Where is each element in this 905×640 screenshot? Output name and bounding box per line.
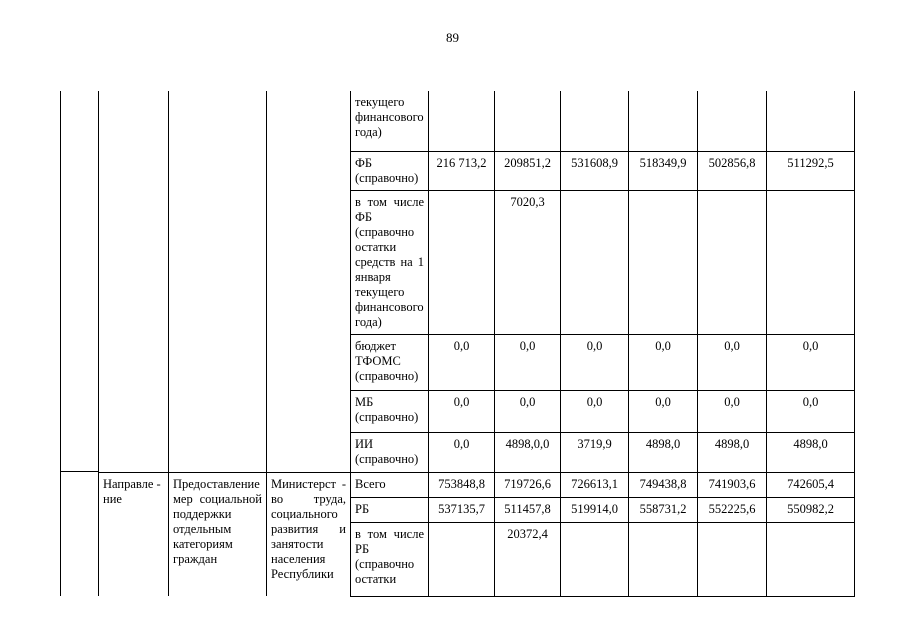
source-label: ФБ (справочно) xyxy=(351,151,429,190)
type-cell-empty xyxy=(99,91,169,472)
value-cell: 4898,0 xyxy=(767,432,855,472)
executor-cell-empty xyxy=(267,91,351,472)
value-cell: 3719,9 xyxy=(561,432,629,472)
value-cell: 0,0 xyxy=(429,390,495,432)
value-cell: 558731,2 xyxy=(629,497,698,522)
value-cell: 209851,2 xyxy=(495,151,561,190)
value-cell: 0,0 xyxy=(698,334,767,390)
source-label: РБ xyxy=(351,497,429,522)
value-cell xyxy=(561,190,629,334)
value-cell: 537135,7 xyxy=(429,497,495,522)
value-cell: 518349,9 xyxy=(629,151,698,190)
value-cell: 0,0 xyxy=(429,432,495,472)
value-cell: 726613,1 xyxy=(561,472,629,497)
source-label: текущего финансового года) xyxy=(351,91,429,151)
value-cell: 552225,6 xyxy=(698,497,767,522)
table-row xyxy=(99,472,855,497)
executor-cell: Министерст - во труда, социального развития и занятости населения Республики xyxy=(267,472,351,596)
value-cell: 502856,8 xyxy=(698,151,767,190)
value-cell: 753848,8 xyxy=(429,472,495,497)
value-cell xyxy=(629,91,698,151)
value-cell xyxy=(698,522,767,596)
value-cell: 550982,2 xyxy=(767,497,855,522)
value-cell: 531608,9 xyxy=(561,151,629,190)
value-cell: 0,0 xyxy=(698,390,767,432)
source-label: в том числе ФБ (справочно остатки средств на 1 января текущего финансового года) xyxy=(351,190,429,334)
value-cell: 511457,8 xyxy=(495,497,561,522)
value-cell: 4898,0 xyxy=(629,432,698,472)
value-cell xyxy=(429,91,495,151)
source-label: ИИ (справочно) xyxy=(351,432,429,472)
value-cell xyxy=(495,91,561,151)
value-cell xyxy=(767,522,855,596)
source-label: МБ (справочно) xyxy=(351,390,429,432)
value-cell: 749438,8 xyxy=(629,472,698,497)
value-cell xyxy=(561,91,629,151)
value-cell xyxy=(561,522,629,596)
value-cell xyxy=(429,190,495,334)
value-cell: 0,0 xyxy=(767,334,855,390)
value-cell: 0,0 xyxy=(561,334,629,390)
funding-table xyxy=(98,91,855,597)
value-cell: 0,0 xyxy=(495,334,561,390)
value-cell: 216 713,2 xyxy=(429,151,495,190)
value-cell: 511292,5 xyxy=(767,151,855,190)
value-cell xyxy=(767,91,855,151)
value-cell: 742605,4 xyxy=(767,472,855,497)
value-cell: 4898,0 xyxy=(698,432,767,472)
value-cell: 719726,6 xyxy=(495,472,561,497)
value-cell: 20372,4 xyxy=(495,522,561,596)
value-cell: 0,0 xyxy=(429,334,495,390)
value-cell: 4898,0,0 xyxy=(495,432,561,472)
value-cell xyxy=(767,190,855,334)
value-cell: 0,0 xyxy=(561,390,629,432)
value-cell: 0,0 xyxy=(629,334,698,390)
name-cell-empty xyxy=(169,91,267,472)
value-cell xyxy=(698,91,767,151)
source-label: бюджет ТФОМС (справочно) xyxy=(351,334,429,390)
measure-name-cell: Предоставление мер социальной поддержки отдельным категориям граждан xyxy=(169,472,267,596)
value-cell: 0,0 xyxy=(629,390,698,432)
value-cell: 7020,3 xyxy=(495,190,561,334)
value-cell xyxy=(698,190,767,334)
value-cell: 519914,0 xyxy=(561,497,629,522)
table-left-rule xyxy=(60,91,61,596)
source-label: Всего xyxy=(351,472,429,497)
value-cell: 741903,6 xyxy=(698,472,767,497)
value-cell: 0,0 xyxy=(767,390,855,432)
value-cell: 0,0 xyxy=(495,390,561,432)
table-row xyxy=(99,91,855,151)
value-cell xyxy=(629,522,698,596)
page-number: 89 xyxy=(446,30,459,45)
source-label: в том числе РБ (справочно остатки xyxy=(351,522,429,596)
value-cell xyxy=(429,522,495,596)
direction-type-cell: Направле - ние xyxy=(99,472,169,596)
value-cell xyxy=(629,190,698,334)
table-left-separator xyxy=(60,471,98,472)
